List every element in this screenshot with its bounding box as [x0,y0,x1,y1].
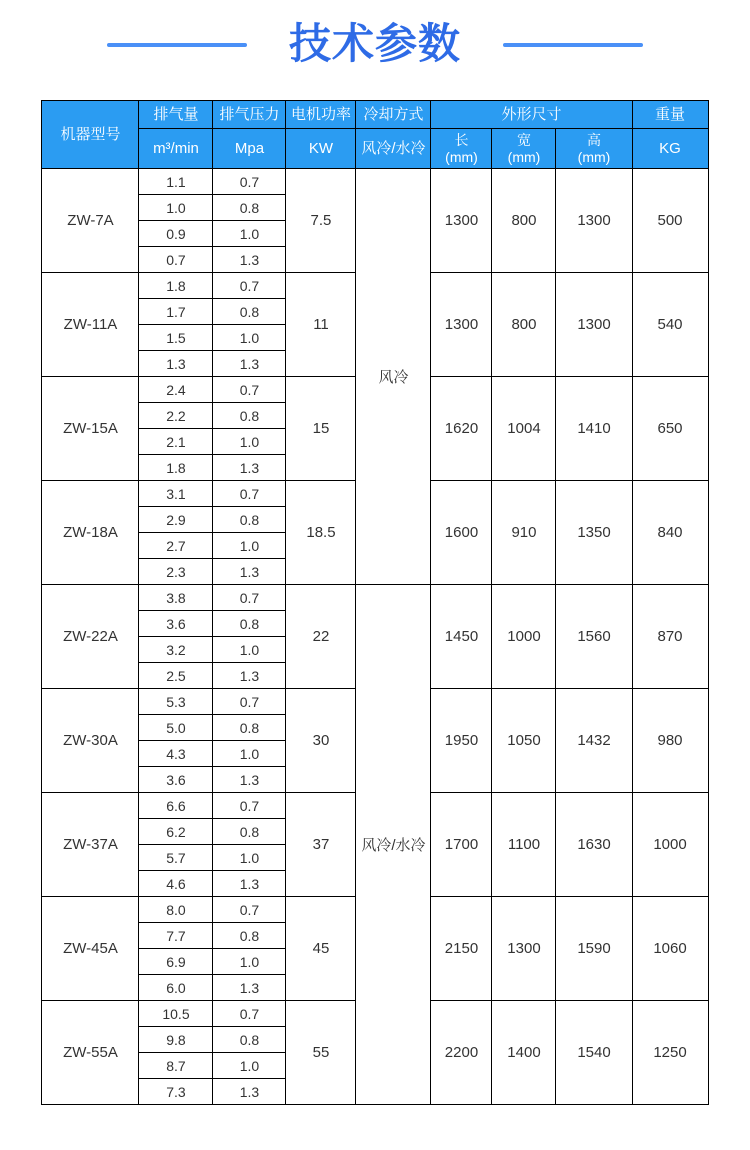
displacement-cell: 3.8 [139,585,213,611]
displacement-cell: 10.5 [139,1001,213,1027]
pressure-cell: 1.0 [213,533,286,559]
spec-row [42,585,708,611]
pressure-cell: 1.3 [213,871,286,897]
displacement-cell: 2.4 [139,377,213,403]
pressure-cell: 0.7 [213,273,286,299]
spec-table-body [42,169,708,1105]
displacement-cell: 2.7 [139,533,213,559]
pressure-cell: 1.3 [213,767,286,793]
length-cell: 1620 [431,377,492,481]
height-cell: 1350 [556,481,632,585]
displacement-cell: 3.1 [139,481,213,507]
pressure-cell: 0.7 [213,689,286,715]
power-cell: 11 [286,273,356,377]
cooling-cell: 风冷 [356,169,431,585]
width-cell: 1400 [492,1001,556,1105]
spec-table-header [42,101,708,169]
pressure-cell: 1.3 [213,455,286,481]
width-cell: 1300 [492,897,556,1001]
model-cell: ZW-18A [42,481,139,585]
pressure-cell: 1.0 [213,1053,286,1079]
header-cooling: 冷却方式 [356,101,431,129]
displacement-cell: 5.3 [139,689,213,715]
pressure-cell: 0.7 [213,897,286,923]
displacement-cell: 7.3 [139,1079,213,1105]
height-cell: 1560 [556,585,632,689]
model-cell: ZW-45A [42,897,139,1001]
displacement-cell: 2.9 [139,507,213,533]
pressure-cell: 0.8 [213,715,286,741]
pressure-cell: 0.8 [213,1027,286,1053]
model-cell: ZW-7A [42,169,139,273]
displacement-cell: 9.8 [139,1027,213,1053]
width-cell: 1050 [492,689,556,793]
power-cell: 22 [286,585,356,689]
displacement-cell: 2.2 [139,403,213,429]
height-cell: 1630 [556,793,632,897]
length-cell: 1300 [431,169,492,273]
header-row-units [42,129,708,169]
pressure-cell: 0.7 [213,585,286,611]
length-cell: 1300 [431,273,492,377]
header-length-label: 长 [454,132,469,149]
header-width [492,129,556,169]
header-pressure: 排气压力 [213,101,286,129]
height-cell: 1540 [556,1001,632,1105]
pressure-cell: 1.0 [213,845,286,871]
pressure-cell: 1.0 [213,949,286,975]
spec-table [41,100,708,1105]
displacement-cell: 1.8 [139,455,213,481]
displacement-cell: 1.3 [139,351,213,377]
length-cell: 1450 [431,585,492,689]
power-cell: 15 [286,377,356,481]
pressure-cell: 1.3 [213,1079,286,1105]
weight-cell: 500 [632,169,708,273]
header-width-label: 宽 [516,132,531,149]
displacement-cell: 1.8 [139,273,213,299]
pressure-cell: 1.0 [213,741,286,767]
pressure-cell: 1.0 [213,325,286,351]
width-cell: 1000 [492,585,556,689]
displacement-cell: 1.0 [139,195,213,221]
pressure-cell: 0.8 [213,299,286,325]
displacement-cell: 2.5 [139,663,213,689]
width-cell: 800 [492,273,556,377]
header-cooling-unit: 风冷/水冷 [356,129,431,169]
pressure-cell: 1.3 [213,559,286,585]
height-cell: 1410 [556,377,632,481]
header-weight-unit: KG [632,129,708,169]
width-cell: 800 [492,169,556,273]
length-cell: 1950 [431,689,492,793]
power-cell: 45 [286,897,356,1001]
height-cell: 1300 [556,273,632,377]
height-cell: 1300 [556,169,632,273]
weight-cell: 1000 [632,793,708,897]
length-cell: 1700 [431,793,492,897]
spec-row [42,169,708,195]
displacement-cell: 0.7 [139,247,213,273]
pressure-cell: 0.8 [213,403,286,429]
header-height-label: 高 [587,132,601,149]
pressure-cell: 1.3 [213,351,286,377]
weight-cell: 1060 [632,897,708,1001]
header-power: 电机功率 [286,101,356,129]
pressure-cell: 0.7 [213,169,286,195]
length-cell: 2200 [431,1001,492,1105]
displacement-cell: 3.6 [139,767,213,793]
pressure-cell: 0.7 [213,1001,286,1027]
header-model: 机器型号 [42,101,139,169]
displacement-cell: 0.9 [139,221,213,247]
pressure-cell: 1.0 [213,637,286,663]
weight-cell: 980 [632,689,708,793]
pressure-cell: 0.7 [213,793,286,819]
height-cell: 1590 [556,897,632,1001]
width-cell: 1004 [492,377,556,481]
displacement-cell: 4.6 [139,871,213,897]
displacement-cell: 8.0 [139,897,213,923]
displacement-cell: 3.6 [139,611,213,637]
displacement-cell: 6.6 [139,793,213,819]
model-cell: ZW-55A [42,1001,139,1105]
displacement-cell: 1.7 [139,299,213,325]
weight-cell: 540 [632,273,708,377]
weight-cell: 840 [632,481,708,585]
header-power-unit: KW [286,129,356,169]
header-length [431,129,492,169]
page-title-row [0,20,750,70]
power-cell: 7.5 [286,169,356,273]
displacement-cell: 1.1 [139,169,213,195]
page-title: 技术参数 [288,22,461,68]
header-height-unit: (mm) [577,148,611,165]
displacement-cell: 5.0 [139,715,213,741]
displacement-cell: 6.9 [139,949,213,975]
displacement-cell: 4.3 [139,741,213,767]
pressure-cell: 0.7 [213,481,286,507]
model-cell: ZW-37A [42,793,139,897]
length-cell: 2150 [431,897,492,1001]
header-width-unit: (mm) [507,148,541,165]
pressure-cell: 0.8 [213,195,286,221]
height-cell: 1432 [556,689,632,793]
displacement-cell: 6.2 [139,819,213,845]
width-cell: 1100 [492,793,556,897]
cooling-cell: 风冷/水冷 [356,585,431,1105]
displacement-cell: 6.0 [139,975,213,1001]
displacement-cell: 1.5 [139,325,213,351]
weight-cell: 870 [632,585,708,689]
pressure-cell: 0.8 [213,923,286,949]
displacement-cell: 2.1 [139,429,213,455]
header-height [556,129,632,169]
weight-cell: 650 [632,377,708,481]
displacement-cell: 7.7 [139,923,213,949]
power-cell: 18.5 [286,481,356,585]
pressure-cell: 1.0 [213,221,286,247]
pressure-cell: 0.7 [213,377,286,403]
header-weight: 重量 [632,101,708,129]
power-cell: 37 [286,793,356,897]
pressure-cell: 1.3 [213,663,286,689]
title-decoration-line-left [107,43,247,47]
displacement-cell: 2.3 [139,559,213,585]
pressure-cell: 1.3 [213,247,286,273]
header-dimensions: 外形尺寸 [431,101,632,129]
pressure-cell: 0.8 [213,819,286,845]
header-length-unit: (mm) [445,148,478,165]
model-cell: ZW-15A [42,377,139,481]
weight-cell: 1250 [632,1001,708,1105]
title-decoration-line-right [503,43,643,47]
header-displacement-unit: m³/min [139,129,213,169]
model-cell: ZW-30A [42,689,139,793]
header-row-labels [42,101,708,129]
pressure-cell: 1.0 [213,429,286,455]
displacement-cell: 8.7 [139,1053,213,1079]
model-cell: ZW-11A [42,273,139,377]
width-cell: 910 [492,481,556,585]
pressure-cell: 1.3 [213,975,286,1001]
pressure-cell: 0.8 [213,611,286,637]
power-cell: 30 [286,689,356,793]
length-cell: 1600 [431,481,492,585]
displacement-cell: 5.7 [139,845,213,871]
power-cell: 55 [286,1001,356,1105]
displacement-cell: 3.2 [139,637,213,663]
header-displacement: 排气量 [139,101,213,129]
header-pressure-unit: Mpa [213,129,286,169]
pressure-cell: 0.8 [213,507,286,533]
model-cell: ZW-22A [42,585,139,689]
